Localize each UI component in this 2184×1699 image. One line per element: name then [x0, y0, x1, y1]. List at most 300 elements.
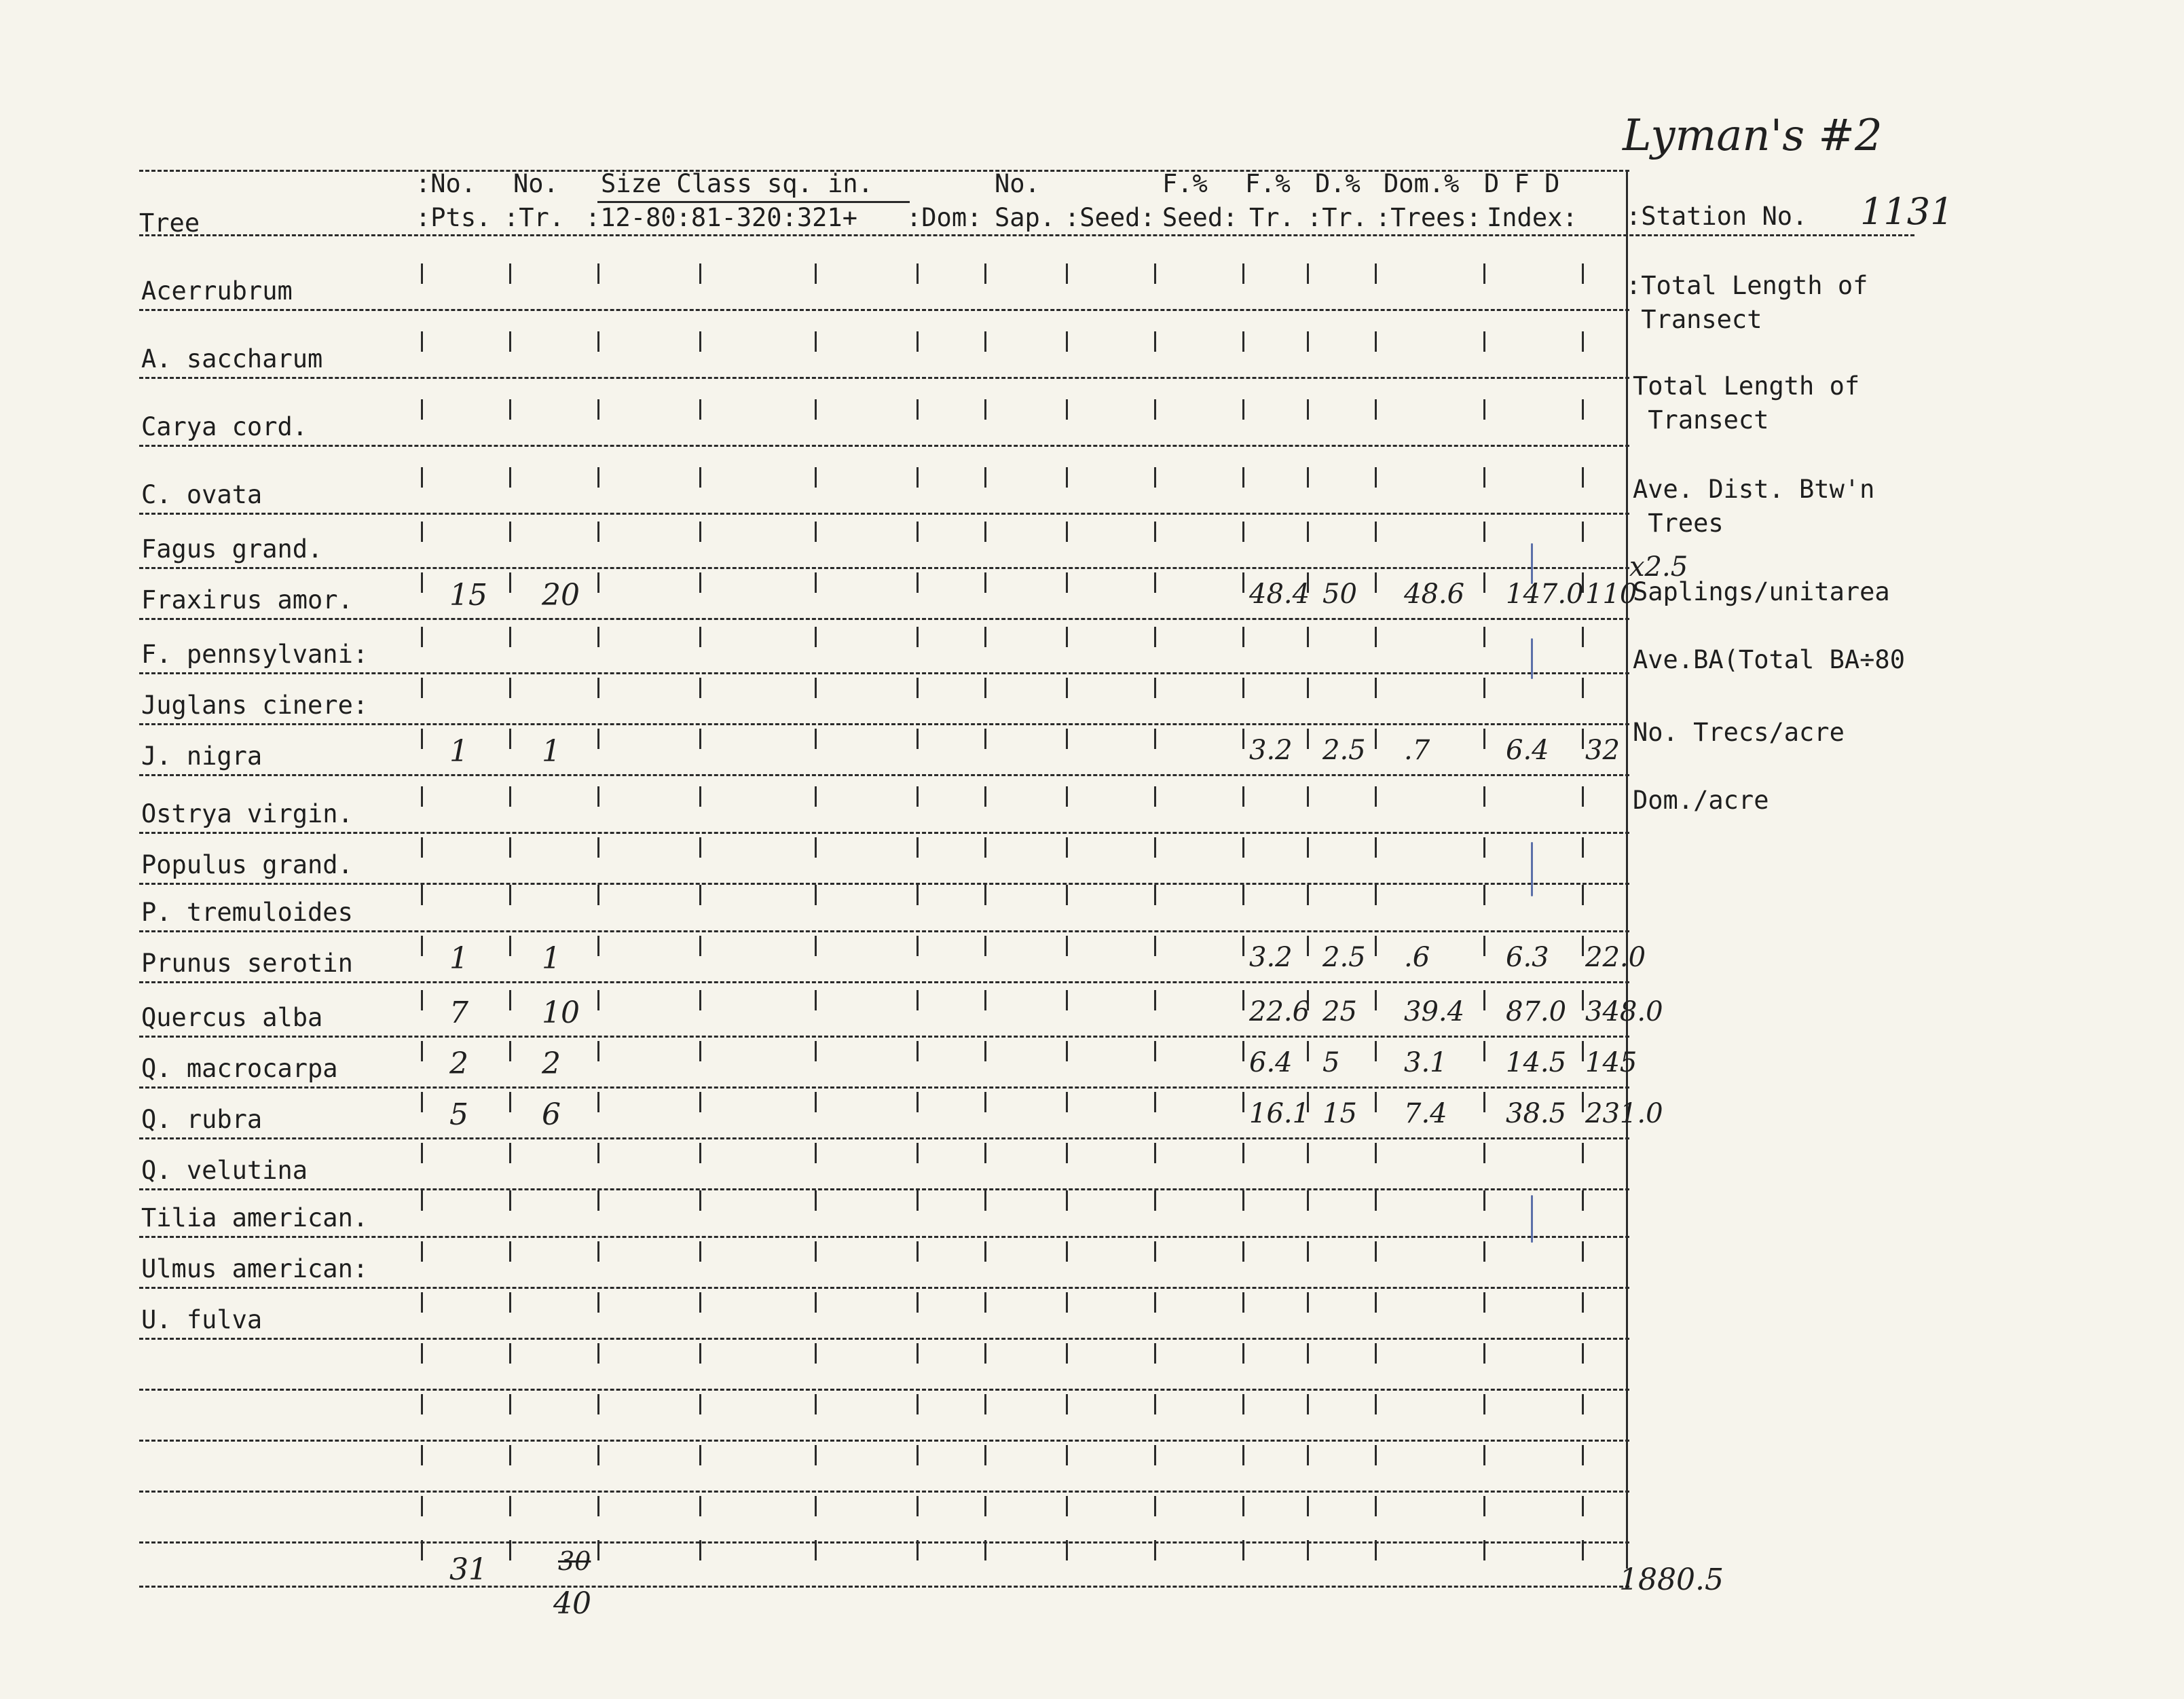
column-tick: [815, 1241, 817, 1262]
ink-mark: [1531, 1195, 1533, 1243]
column-tick: [815, 678, 817, 698]
column-tick: [421, 572, 423, 593]
column-tick: [984, 1394, 986, 1414]
column-tick: [917, 1394, 919, 1414]
row-rule: [139, 618, 1629, 620]
cell-dom-trees: .7: [1404, 735, 1430, 766]
column-tick: [815, 1394, 817, 1414]
column-tick: [1066, 1394, 1068, 1414]
row-rule: [139, 981, 1629, 983]
column-tick: [1242, 1190, 1244, 1211]
column-tick: [815, 263, 817, 284]
column-tick: [1066, 885, 1068, 905]
tree-name: F. pennsylvani:: [141, 640, 369, 669]
right-ave-dist: Ave. Dist. Btw'n Trees: [1633, 475, 1875, 538]
column-tick: [699, 1496, 701, 1516]
row-rule: [139, 930, 1629, 932]
column-tick: [1154, 990, 1156, 1010]
column-tick: [1483, 1394, 1485, 1414]
row-rule: [139, 1389, 1629, 1391]
column-tick: [1483, 1292, 1485, 1313]
column-tick: [1154, 936, 1156, 956]
column-tick: [1375, 1343, 1377, 1364]
column-tick: [815, 1092, 817, 1112]
column-tick: [421, 1292, 423, 1313]
column-tick: [1307, 1190, 1309, 1211]
column-tick: [1483, 627, 1485, 647]
row-rule: [139, 1586, 1629, 1588]
cell-extra: 348.0: [1585, 996, 1663, 1027]
column-tick: [597, 990, 599, 1010]
column-tick: [1375, 786, 1377, 807]
tree-name: P. tremuloides: [141, 898, 353, 927]
tree-name: Populus grand.: [141, 850, 353, 879]
column-tick: [597, 1143, 599, 1163]
column-tick: [699, 936, 701, 956]
column-tick: [1307, 1143, 1309, 1163]
sheet-title: Lyman's #2: [1623, 111, 1883, 161]
column-tick: [699, 678, 701, 698]
cell-tr: 2: [542, 1046, 561, 1081]
column-tick: [917, 1143, 919, 1163]
column-tick: [1307, 627, 1309, 647]
hdr-no-tr: No.: [513, 169, 559, 198]
column-tick: [1375, 399, 1377, 420]
column-tick: [1582, 1445, 1584, 1465]
column-tick: [421, 990, 423, 1010]
column-tick: [1242, 1143, 1244, 1163]
column-tick: [1154, 627, 1156, 647]
column-tick: [917, 990, 919, 1010]
column-tick: [984, 1496, 986, 1516]
column-tick: [421, 837, 423, 858]
column-tick: [1375, 1143, 1377, 1163]
column-tick: [1154, 1041, 1156, 1061]
column-tick: [1582, 885, 1584, 905]
column-tick: [1066, 1041, 1068, 1061]
column-tick: [1582, 786, 1584, 807]
column-tick: [509, 729, 511, 749]
row-rule: [139, 672, 1629, 674]
column-tick: [421, 467, 423, 488]
column-tick: [1307, 1292, 1309, 1313]
tree-name: Q. rubra: [141, 1105, 263, 1134]
column-tick: [597, 1540, 599, 1560]
column-tick: [1483, 1041, 1485, 1061]
column-tick: [917, 1241, 919, 1262]
hdr-d-pct-tr: D.%: [1315, 169, 1361, 198]
column-tick: [597, 572, 599, 593]
tree-name: Prunus serotin: [141, 949, 353, 978]
row-rule: [139, 1036, 1629, 1038]
cell-index: 147.0: [1506, 579, 1584, 610]
column-tick: [1066, 1496, 1068, 1516]
column-tick: [984, 1343, 986, 1364]
column-tick: [917, 1190, 919, 1211]
column-tick: [421, 678, 423, 698]
column-tick: [1066, 1343, 1068, 1364]
column-tick: [1375, 522, 1377, 542]
column-tick: [1375, 1041, 1377, 1061]
column-tick: [699, 522, 701, 542]
cell-pts: 1: [449, 734, 468, 769]
column-tick: [1154, 1241, 1156, 1262]
cell-f-tr: 3.2: [1249, 735, 1293, 766]
column-tick: [1483, 885, 1485, 905]
row-rule: [139, 723, 1629, 725]
column-tick: [917, 936, 919, 956]
column-tick: [1375, 627, 1377, 647]
column-tick: [1066, 990, 1068, 1010]
right-total-length-2: Total Length of Transect: [1633, 371, 1860, 435]
column-tick: [1307, 1041, 1309, 1061]
column-tick: [421, 1343, 423, 1364]
column-tick: [1242, 729, 1244, 749]
column-tick: [699, 1041, 701, 1061]
column-tick: [597, 729, 599, 749]
cell-index: 6.3: [1506, 942, 1549, 973]
column-tick: [1483, 786, 1485, 807]
column-tick: [984, 263, 986, 284]
column-tick: [421, 1540, 423, 1560]
cell-d-tr: 2.5: [1322, 942, 1366, 973]
column-tick: [1375, 1496, 1377, 1516]
column-tick: [421, 1092, 423, 1112]
column-tick: [699, 331, 701, 352]
column-tick: [421, 885, 423, 905]
column-tick: [699, 1343, 701, 1364]
column-tick: [815, 467, 817, 488]
column-tick: [699, 990, 701, 1010]
column-tick: [815, 522, 817, 542]
column-tick: [1582, 1540, 1584, 1560]
column-tick: [1582, 729, 1584, 749]
column-tick: [597, 1041, 599, 1061]
row-rule: [139, 1287, 1629, 1289]
hdr-pts: :Pts.: [415, 203, 492, 232]
column-tick: [421, 1241, 423, 1262]
column-tick: [597, 522, 599, 542]
column-tick: [421, 936, 423, 956]
column-tick: [1242, 678, 1244, 698]
total-pts: 31: [449, 1552, 487, 1587]
column-tick: [1307, 1445, 1309, 1465]
hdr-trees: :Trees:: [1375, 203, 1481, 232]
column-tick: [1307, 729, 1309, 749]
column-tick: [421, 1445, 423, 1465]
column-tick: [421, 1190, 423, 1211]
column-tick: [1582, 522, 1584, 542]
column-tick: [815, 1343, 817, 1364]
tree-name: Fraxirus amor.: [141, 585, 353, 615]
hdr-size-ranges: :12-80:81-320:321+: [585, 203, 857, 232]
column-tick: [1483, 263, 1485, 284]
column-tick: [597, 263, 599, 284]
cell-extra: 32: [1585, 735, 1620, 766]
column-tick: [1375, 572, 1377, 593]
tree-name: Quercus alba: [141, 1003, 323, 1032]
cell-pts: 7: [449, 995, 468, 1030]
row-rule: [139, 377, 1629, 379]
column-tick: [984, 522, 986, 542]
column-tick: [1582, 1292, 1584, 1313]
column-tick: [984, 331, 986, 352]
column-tick: [1066, 1143, 1068, 1163]
column-tick: [1483, 1496, 1485, 1516]
cell-extra: 231.0: [1585, 1098, 1663, 1129]
column-tick: [699, 1190, 701, 1211]
cell-d-tr: 25: [1322, 996, 1357, 1027]
column-tick: [1582, 1092, 1584, 1112]
cell-tr: 10: [542, 995, 580, 1030]
column-tick: [1307, 885, 1309, 905]
column-tick: [1483, 990, 1485, 1010]
column-tick: [1066, 522, 1068, 542]
column-tick: [1582, 936, 1584, 956]
tree-name: Juglans cinere:: [141, 691, 369, 720]
header-rule-bottom: [139, 234, 1914, 236]
cell-dom-trees: 3.1: [1404, 1047, 1447, 1078]
cell-extra: 110: [1585, 579, 1637, 610]
column-tick: [1154, 467, 1156, 488]
column-tick: [917, 1540, 919, 1560]
column-tick: [509, 837, 511, 858]
column-tick: [1154, 522, 1156, 542]
hdr-tr: :Tr.: [504, 203, 565, 232]
column-tick: [917, 572, 919, 593]
column-tick: [984, 467, 986, 488]
column-tick: [984, 572, 986, 593]
tree-name: Fagus grand.: [141, 534, 323, 564]
column-tick: [984, 786, 986, 807]
hdr-tr3: :Tr.: [1307, 203, 1368, 232]
row-rule: [139, 1338, 1629, 1340]
column-tick: [1307, 399, 1309, 420]
column-tick: [1154, 885, 1156, 905]
column-tick: [1307, 1540, 1309, 1560]
right-saplings: Saplings/unitarea: [1633, 577, 1890, 606]
column-tick: [1242, 263, 1244, 284]
column-tick: [509, 678, 511, 698]
column-tick: [1483, 1540, 1485, 1560]
column-tick: [699, 399, 701, 420]
column-tick: [984, 399, 986, 420]
column-tick: [1242, 837, 1244, 858]
column-tick: [1582, 1394, 1584, 1414]
column-tick: [917, 1496, 919, 1516]
column-tick: [1154, 263, 1156, 284]
station-label: :Station No.: [1626, 202, 1808, 231]
total-tr-struck: 30: [558, 1546, 591, 1576]
column-tick: [815, 1143, 817, 1163]
column-tick: [597, 1190, 599, 1211]
column-tick: [509, 1241, 511, 1262]
column-tick: [1375, 467, 1377, 488]
cell-tr: 1: [542, 734, 561, 769]
column-tick: [984, 990, 986, 1010]
column-tick: [917, 1092, 919, 1112]
column-tick: [421, 1143, 423, 1163]
column-tick: [1242, 1343, 1244, 1364]
column-tick: [1154, 1496, 1156, 1516]
column-tick: [984, 1540, 986, 1560]
column-tick: [1154, 399, 1156, 420]
cell-pts: 2: [449, 1046, 468, 1081]
hdr-f-pct-tr: F.%: [1245, 169, 1291, 198]
column-tick: [1483, 467, 1485, 488]
column-tick: [1375, 936, 1377, 956]
column-tick: [1242, 1394, 1244, 1414]
row-rule: [139, 309, 1629, 311]
column-tick: [421, 331, 423, 352]
column-tick: [917, 837, 919, 858]
column-tick: [1483, 729, 1485, 749]
column-tick: [1483, 1143, 1485, 1163]
column-tick: [815, 837, 817, 858]
column-tick: [1582, 627, 1584, 647]
column-tick: [917, 1041, 919, 1061]
column-tick: [509, 786, 511, 807]
cell-pts: 5: [449, 1097, 468, 1132]
column-tick: [597, 936, 599, 956]
total-tr: 40: [553, 1586, 591, 1621]
column-tick: [1483, 399, 1485, 420]
column-tick: [1154, 1190, 1156, 1211]
column-tick: [1066, 1540, 1068, 1560]
column-tick: [1582, 678, 1584, 698]
column-tick: [509, 1041, 511, 1061]
column-tick: [597, 1445, 599, 1465]
column-tick: [1307, 786, 1309, 807]
column-tick: [984, 1041, 986, 1061]
column-tick: [815, 885, 817, 905]
column-tick: [1066, 1445, 1068, 1465]
column-tick: [815, 1292, 817, 1313]
column-tick: [1242, 936, 1244, 956]
column-tick: [1483, 1343, 1485, 1364]
column-tick: [1066, 1092, 1068, 1112]
column-tick: [984, 1445, 986, 1465]
column-tick: [1307, 678, 1309, 698]
cell-index: 6.4: [1506, 735, 1549, 766]
column-tick: [699, 467, 701, 488]
row-rule: [139, 1491, 1629, 1493]
column-tick: [699, 263, 701, 284]
column-tick: [815, 786, 817, 807]
hdr-f-pct-seed: F.%: [1162, 169, 1208, 198]
column-tick: [917, 627, 919, 647]
hdr-sap: Sap.: [995, 203, 1056, 232]
column-tick: [509, 627, 511, 647]
column-tick: [509, 1445, 511, 1465]
hdr-tree: Tree: [139, 208, 200, 238]
right-dom-acre: Dom./acre: [1633, 786, 1769, 815]
cell-index: 38.5: [1506, 1098, 1567, 1129]
column-tick: [1066, 399, 1068, 420]
column-tick: [1582, 1496, 1584, 1516]
column-tick: [1307, 837, 1309, 858]
column-tick: [1375, 1540, 1377, 1560]
column-tick: [597, 1343, 599, 1364]
column-tick: [917, 467, 919, 488]
ink-mark: [1531, 638, 1533, 679]
column-tick: [1307, 263, 1309, 284]
column-tick: [1483, 1092, 1485, 1112]
column-tick: [1375, 837, 1377, 858]
tree-name: Ostrya virgin.: [141, 799, 353, 828]
column-tick: [597, 1292, 599, 1313]
column-tick: [509, 1394, 511, 1414]
column-tick: [509, 331, 511, 352]
column-tick: [699, 1540, 701, 1560]
column-tick: [597, 1394, 599, 1414]
column-tick: [1375, 331, 1377, 352]
row-rule: [139, 445, 1629, 447]
column-tick: [1375, 885, 1377, 905]
column-tick: [1483, 837, 1485, 858]
cell-dom-trees: 7.4: [1404, 1098, 1447, 1129]
row-rule: [139, 1236, 1629, 1238]
tree-name: C. ovata: [141, 480, 263, 509]
column-tick: [815, 936, 817, 956]
cell-pts: 1: [449, 941, 468, 976]
ink-mark: [1531, 842, 1533, 896]
hdr-no-sap: No.: [995, 169, 1040, 198]
tree-name: Ulmus american:: [141, 1254, 369, 1283]
column-tick: [509, 1092, 511, 1112]
column-tick: [699, 786, 701, 807]
column-tick: [421, 1041, 423, 1061]
column-tick: [509, 1143, 511, 1163]
hdr-seed2: Seed:: [1162, 203, 1238, 232]
column-tick: [1307, 936, 1309, 956]
column-tick: [1066, 263, 1068, 284]
cell-f-tr: 6.4: [1249, 1047, 1293, 1078]
column-tick: [1582, 1343, 1584, 1364]
row-rule: [139, 883, 1629, 885]
column-tick: [1154, 1394, 1156, 1414]
column-tick: [815, 990, 817, 1010]
cell-tr: 6: [542, 1097, 561, 1132]
hdr-dom: :Dom:: [906, 203, 982, 232]
column-tick: [1242, 1041, 1244, 1061]
cell-index: 87.0: [1506, 996, 1567, 1027]
column-tick: [597, 1241, 599, 1262]
column-tick: [1066, 467, 1068, 488]
column-tick: [984, 1241, 986, 1262]
column-tick: [917, 1292, 919, 1313]
column-tick: [815, 1190, 817, 1211]
cell-pts: 15: [449, 578, 487, 613]
column-tick: [815, 1496, 817, 1516]
column-tick: [917, 786, 919, 807]
column-tick: [815, 627, 817, 647]
ink-mark: [1531, 543, 1533, 584]
column-tick: [1154, 1445, 1156, 1465]
hdr-no-pts: :No.: [415, 169, 477, 198]
tree-name: Q. velutina: [141, 1156, 308, 1185]
column-tick: [597, 885, 599, 905]
column-tick: [1483, 522, 1485, 542]
column-tick: [597, 1496, 599, 1516]
right-ave-ba: Ave.BA(Total BA÷80: [1633, 645, 1905, 674]
column-tick: [1483, 572, 1485, 593]
column-tick: [1483, 331, 1485, 352]
column-tick: [984, 729, 986, 749]
column-tick: [1242, 1292, 1244, 1313]
column-tick: [1242, 467, 1244, 488]
cell-f-tr: 16.1: [1249, 1098, 1310, 1129]
